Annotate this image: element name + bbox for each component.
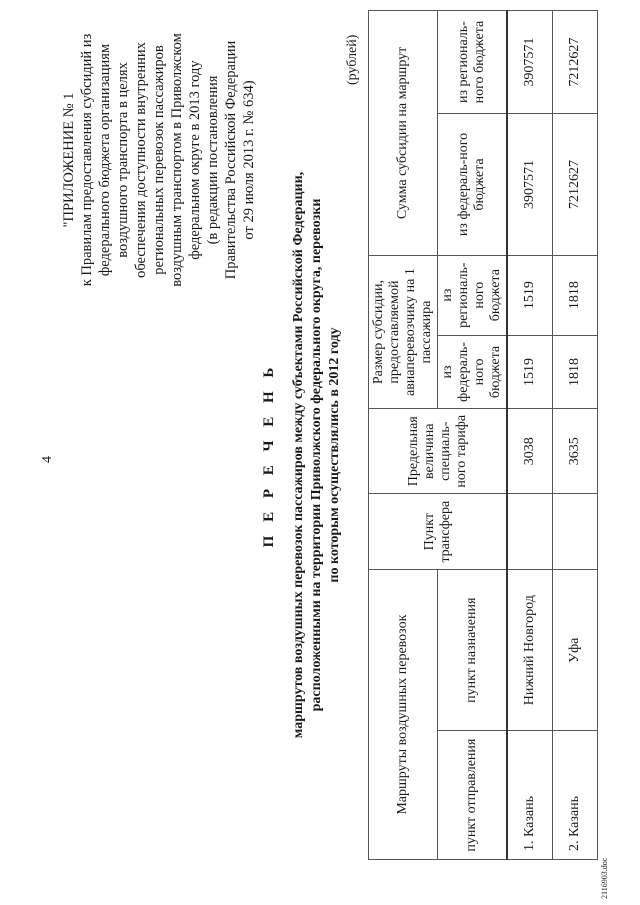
table-row (553, 11, 598, 860)
header-total-regional: из региональ-ного бюджета (438, 11, 508, 114)
title-line: по которым осуществлялись в 2012 году (327, 327, 342, 583)
appendix-line: федеральном округе в 2013 году (187, 60, 203, 260)
cell-transfer (553, 494, 598, 570)
table-row (507, 11, 553, 860)
header-destination: пункт назначения (438, 570, 508, 731)
title-line: маршрутов воздушных перевозок пассажиров между субъектами Российской Федерации, (291, 171, 306, 739)
file-footer: 2116903.doc (600, 857, 609, 899)
cell-total-regional: 7212627 (553, 11, 598, 114)
title-line: расположенными на территории Приволжского федерального округа, перевозки (309, 198, 324, 712)
cell-total-federal: 3907571 (507, 114, 553, 256)
appendix-line: Правительства Российской Федерации (223, 40, 239, 280)
header-total-federal: из федераль-ного бюджета (438, 114, 508, 256)
cell-departure: 1. Казань (507, 731, 553, 860)
cell-destination: Уфа (553, 570, 598, 731)
cell-transfer (507, 494, 553, 570)
header-per-pass-regional: из региональ-ного бюджета (438, 255, 508, 335)
header-routes: Маршруты воздушных перевозок (369, 570, 438, 860)
routes-table (368, 10, 598, 860)
appendix-line: федерального бюджета организациям (97, 43, 113, 277)
cell-departure: 2. Казань (553, 731, 598, 860)
page-number: 4 (40, 456, 55, 463)
document-title (260, 135, 344, 775)
cell-per-pass-federal: 1818 (553, 335, 598, 409)
header-subsidy-per-passenger: Размер субсидии, предоставляемой авиаперевозчику на 1 пассажира (369, 255, 438, 409)
cell-max-tariff: 3635 (553, 409, 598, 494)
appendix-line: к Правилам предоставления субсидий из (79, 33, 95, 287)
header-per-pass-federal: из федераль-ного бюджета (438, 335, 508, 409)
appendix-line: "ПРИЛОЖЕНИЕ № 1 (61, 92, 77, 228)
header-subsidy-total: Сумма субсидии на маршрут (369, 11, 438, 256)
appendix-line: от 29 июля 2013 г. № 634) (241, 80, 257, 240)
appendix-line: воздушным транспортом в Приволжском (169, 33, 185, 287)
appendix-block (60, 15, 258, 305)
header-departure: пункт отправления (438, 731, 508, 860)
header-transfer: Пункт трансфера (369, 494, 508, 570)
appendix-line: воздушного транспорта в целях (115, 62, 131, 258)
header-max-tariff: Предельная величина специаль-ного тарифа (369, 409, 508, 494)
cell-per-pass-regional: 1818 (553, 255, 598, 335)
cell-destination: Нижний Новгород (507, 570, 553, 731)
appendix-line: (в редакции постановления (205, 75, 221, 245)
cell-per-pass-federal: 1519 (507, 335, 553, 409)
appendix-line: региональных перевозок пассажиров (151, 45, 167, 275)
title-heading: П Е Р Е Ч Е Н Ь (261, 362, 277, 548)
cell-total-regional: 3907571 (507, 11, 553, 114)
cell-max-tariff: 3038 (507, 409, 553, 494)
cell-per-pass-regional: 1519 (507, 255, 553, 335)
appendix-line: обеспечения доступности внутренних (133, 42, 149, 278)
cell-total-federal: 7212627 (553, 114, 598, 256)
units-label: (рублей) (345, 34, 360, 85)
